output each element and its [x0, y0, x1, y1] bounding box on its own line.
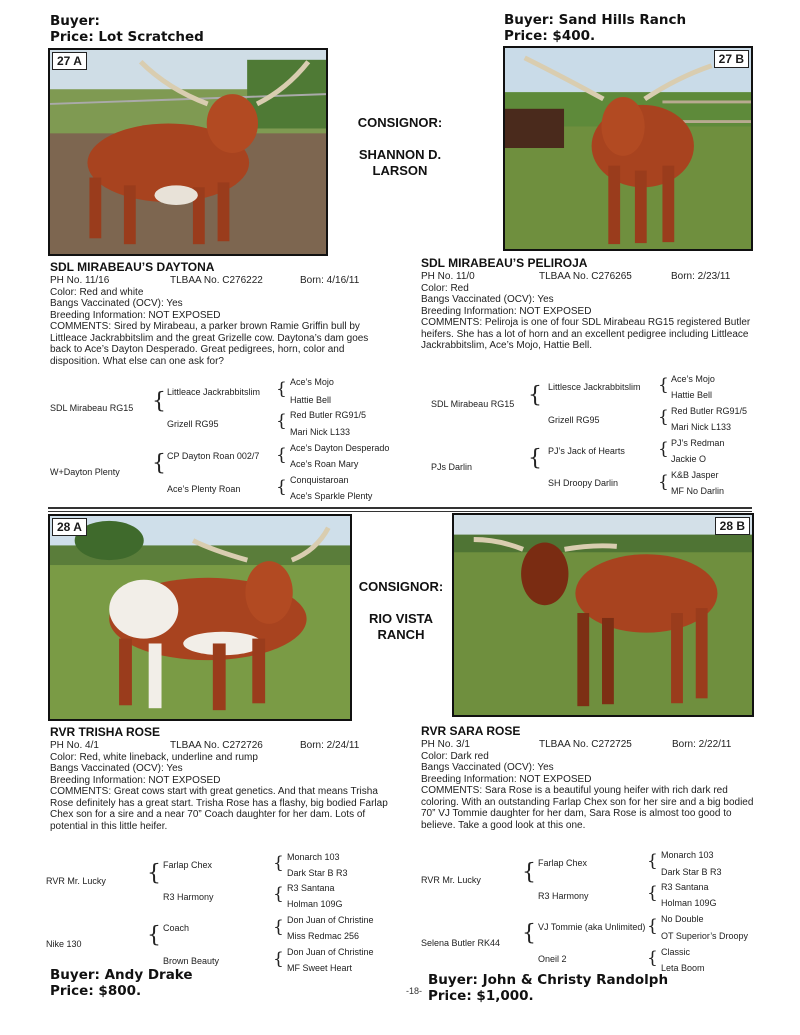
- consignor-name: RIO VISTA RANCH: [368, 611, 434, 642]
- animal-info-28b: [421, 724, 763, 831]
- ped-sire-dam: Grizell RG95: [167, 419, 219, 429]
- lot-tag-27b: 27 B: [714, 50, 749, 68]
- ped-sire: RVR Mr. Lucky: [46, 876, 106, 886]
- ped-dam-sire: Coach: [163, 923, 190, 933]
- breeding-line: Breeding Information: NOT EXPOSED: [421, 773, 592, 785]
- brace-icon: {: [647, 916, 658, 936]
- cow-photo-28a: [50, 516, 350, 719]
- comments: COMMENTS: Peliroja is one of four SDL Mirabeau RG15 registered Butler heifers. She has a lot of horn and an excellent pedigree including Littleace Jackrabbitslim, Ace’s Mojo, Hattie Bell.: [421, 317, 751, 351]
- ped-dd-dam: MF No Darlin: [671, 486, 725, 496]
- ped-dd-sire: K&B Jasper: [671, 470, 719, 480]
- lot-tag-28b: 28 B: [715, 517, 750, 535]
- ped-sd-sire: Red Butler RG91/5: [290, 410, 367, 420]
- breeding-line: Breeding Information: NOT EXPOSED: [421, 305, 592, 317]
- ped-ss-dam: Hattie Bell: [671, 390, 713, 400]
- buyer-label: Buyer:: [50, 13, 100, 29]
- color-line: Color: Red: [421, 282, 469, 294]
- id-row: [421, 739, 763, 751]
- ped-sd-dam: Mari Nick L133: [671, 422, 732, 432]
- consignor-block-top: [340, 115, 460, 179]
- ph-number: PH No. 4/1: [50, 740, 99, 751]
- animal-name: RVR TRISHA ROSE: [50, 725, 161, 739]
- brace-icon: {: [522, 860, 536, 885]
- consignor-label: CONSIGNOR:: [357, 115, 443, 130]
- ped-sire: RVR Mr. Lucky: [421, 875, 481, 885]
- ped-sire-sire: Farlap Chex: [163, 860, 213, 870]
- ped-dam: PJs Darlin: [431, 462, 473, 472]
- brace-icon: {: [273, 949, 284, 969]
- ped-ss-sire: Ace’s Mojo: [290, 377, 334, 387]
- born-date: Born: 2/24/11: [300, 740, 360, 751]
- brace-icon: {: [647, 851, 658, 871]
- consignor-name: SHANNON D. LARSON: [358, 147, 442, 178]
- brace-icon: {: [276, 445, 287, 465]
- animal-name: SDL MIRABEAU’S PELIROJA: [421, 256, 588, 270]
- brace-icon: {: [273, 884, 284, 904]
- tlbaa-number: TLBAA No. C276222: [170, 275, 263, 286]
- ped-dd-sire: Classic: [661, 947, 691, 957]
- bangs-line: Bangs Vaccinated (OCV): Yes: [421, 294, 554, 305]
- brace-icon: {: [647, 883, 658, 903]
- ped-dam-sire: PJ’s Jack of Hearts: [548, 446, 625, 456]
- ped-dam: W+Dayton Plenty: [50, 467, 120, 477]
- tlbaa-number: TLBAA No. C272725: [539, 739, 632, 750]
- photo-28a: [48, 514, 352, 721]
- bangs-line: Bangs Vaccinated (OCV): Yes: [50, 298, 183, 309]
- color-line: Color: Red and white: [50, 286, 144, 298]
- section-divider: [48, 511, 752, 512]
- price-label: Price: $800.: [50, 983, 142, 999]
- ped-ss-dam: Dark Star B R3: [287, 868, 348, 878]
- ped-ds-dam: Miss Redmac 256: [287, 931, 360, 941]
- comments: COMMENTS: Sara Rose is a beautiful young heifer with rich dark red coloring. With an outstanding Farlap Chex son for her sire and a big bodied 70” VJ Tommie daughter for her dam, Sara Rose is almost too good to believe. Take a good look at this one.: [421, 785, 754, 831]
- color-line: Color: Dark red: [421, 750, 489, 762]
- ped-sd-dam: Holman 109G: [287, 899, 343, 909]
- brace-icon: {: [147, 923, 161, 948]
- page-number: -18-: [406, 986, 423, 996]
- brace-icon: {: [276, 477, 287, 497]
- photo-28b: [452, 513, 754, 717]
- ped-sd-sire: R3 Santana: [661, 882, 709, 892]
- price-label: Price: Lot Scratched: [50, 29, 204, 45]
- price-label: Price: $1,000.: [428, 988, 534, 1004]
- brace-icon: {: [522, 921, 536, 946]
- animal-name: RVR SARA ROSE: [421, 724, 521, 738]
- born-date: Born: 4/16/11: [300, 275, 360, 286]
- brace-icon: {: [658, 375, 669, 395]
- brace-icon: {: [273, 853, 284, 873]
- breeding-line: Breeding Information: NOT EXPOSED: [50, 309, 221, 321]
- ped-sire-dam: R3 Harmony: [163, 892, 214, 902]
- ped-sd-dam: Holman 109G: [661, 898, 717, 908]
- consignor-block-bottom: [345, 579, 457, 643]
- id-row: [421, 271, 761, 283]
- brace-icon: {: [273, 917, 284, 937]
- brace-icon: {: [528, 446, 542, 471]
- bangs-line: Bangs Vaccinated (OCV): Yes: [421, 762, 554, 773]
- born-date: Born: 2/22/11: [672, 739, 732, 750]
- ped-dd-dam: Ace’s Sparkle Plenty: [290, 491, 373, 501]
- buyer-label: Buyer: John & Christy Randolph: [428, 972, 669, 988]
- tlbaa-number: TLBAA No. C276265: [539, 271, 632, 282]
- lot-tag-28a: 28 A: [52, 518, 87, 536]
- brace-icon: {: [147, 861, 161, 886]
- id-row: [50, 275, 390, 287]
- animal-name: SDL MIRABEAU’S DAYTONA: [50, 260, 215, 274]
- breeding-line: Breeding Information: NOT EXPOSED: [50, 774, 221, 786]
- color-line: Color: Red, white lineback, underline and rump: [50, 751, 258, 763]
- ph-number: PH No. 11/0: [421, 271, 475, 282]
- ped-sd-sire: Red Butler RG91/5: [671, 406, 748, 416]
- ped-dd-dam: MF Sweet Heart: [287, 963, 353, 973]
- ped-sire-sire: Littlesce Jackrabbitslim: [548, 382, 641, 392]
- section-divider: [48, 507, 752, 509]
- ped-sire-sire: Littleace Jackrabbitslim: [167, 387, 261, 397]
- ped-dam: Nike 130: [46, 939, 82, 949]
- tlbaa-number: TLBAA No. C272726: [170, 740, 263, 751]
- ped-dam-sire: CP Dayton Roan 002/7: [167, 451, 260, 461]
- bangs-line: Bangs Vaccinated (OCV): Yes: [50, 763, 183, 774]
- ped-dam-dam: Oneil 2: [538, 954, 567, 964]
- ped-sire: SDL Mirabeau RG15: [431, 399, 515, 409]
- brace-icon: {: [528, 383, 542, 408]
- brace-icon: {: [276, 379, 287, 399]
- ped-sire: SDL Mirabeau RG15: [50, 403, 134, 413]
- brace-icon: {: [647, 948, 658, 968]
- brace-icon: {: [658, 472, 669, 492]
- brace-icon: {: [152, 451, 166, 476]
- id-row: [50, 740, 395, 752]
- cow-photo-27b: [505, 48, 751, 249]
- ped-sire-sire: Farlap Chex: [538, 858, 588, 868]
- ped-sd-dam: Mari Nick L133: [290, 427, 351, 437]
- buyer-label: Buyer: Sand Hills Ranch: [504, 12, 687, 28]
- ped-ss-dam: Hattie Bell: [290, 395, 332, 405]
- ped-ds-sire: Don Juan of Christine: [287, 915, 374, 925]
- buyer-block-27a: [50, 13, 204, 45]
- ped-dam-dam: Brown Beauty: [163, 956, 220, 966]
- ped-ss-dam: Dark Star B R3: [661, 867, 722, 877]
- comments: COMMENTS: Great cows start with great genetics. And that means Trisha Rose definitely has a great start. Trisha Rose has a flashy, big bodied Farlap Chex son for a sire and a near 70” Coach daughter for her dam. Lots of potential in this little heifer.: [50, 786, 388, 832]
- consignor-label: CONSIGNOR:: [358, 579, 444, 594]
- comments: COMMENTS: Sired by Mirabeau, a parker brown Ramie Griffin bull by Littleace Jackrabbitslim and the great Grizelle cow. Daytona’s dam goes back to Ace’s Dayton Desperado. Great pedigrees, horn, color and disposition. What else can one ask for?: [50, 321, 369, 367]
- ped-dd-sire: Don Juan of Christine: [287, 947, 374, 957]
- ped-ds-dam: OT Superior’s Droopy: [661, 931, 749, 941]
- photo-27a: [48, 48, 328, 256]
- ped-sd-sire: R3 Santana: [287, 883, 335, 893]
- photo-27b: [503, 46, 753, 251]
- brace-icon: {: [658, 407, 669, 427]
- animal-info-27b: [421, 256, 761, 352]
- ped-dam: Selena Butler RK44: [421, 938, 501, 948]
- price-label: Price: $400.: [504, 28, 596, 44]
- buyer-block-28a: [50, 967, 193, 999]
- ped-ds-sire: PJ’s Redman: [671, 438, 725, 448]
- ped-ss-sire: Monarch 103: [661, 850, 714, 860]
- animal-info-28a: [50, 725, 395, 832]
- born-date: Born: 2/23/11: [671, 271, 731, 282]
- ped-ss-sire: Ace’s Mojo: [671, 374, 715, 384]
- ped-dd-sire: Conquistaroan: [290, 475, 349, 485]
- ph-number: PH No. 3/1: [421, 739, 470, 750]
- ped-sire-dam: R3 Harmony: [538, 891, 589, 901]
- ped-ss-sire: Monarch 103: [287, 852, 340, 862]
- ped-dd-dam: Leta Boom: [661, 963, 705, 973]
- ped-ds-sire: Ace’s Dayton Desperado: [290, 443, 390, 453]
- ped-ds-sire: No Double: [661, 914, 704, 924]
- cow-photo-28b: [454, 515, 752, 715]
- brace-icon: {: [152, 389, 166, 414]
- buyer-block-27b: [504, 12, 686, 44]
- cow-photo-27a: [50, 50, 326, 254]
- ped-dam-dam: Ace’s Plenty Roan: [167, 484, 241, 494]
- brace-icon: {: [658, 439, 669, 459]
- lot-tag-27a: 27 A: [52, 52, 87, 70]
- buyer-label: Buyer: Andy Drake: [50, 967, 193, 983]
- ph-number: PH No. 11/16: [50, 275, 110, 286]
- buyer-block-28b: [428, 972, 668, 1004]
- ped-dam-sire: VJ Tommie (aka Unlimited): [538, 922, 646, 932]
- brace-icon: {: [276, 411, 287, 431]
- animal-info-27a: [50, 260, 390, 367]
- ped-dam-dam: SH Droopy Darlin: [548, 478, 619, 488]
- ped-ds-dam: Ace’s Roan Mary: [290, 459, 359, 469]
- ped-sire-dam: Grizell RG95: [548, 415, 600, 425]
- ped-ds-dam: Jackie O: [671, 454, 707, 464]
